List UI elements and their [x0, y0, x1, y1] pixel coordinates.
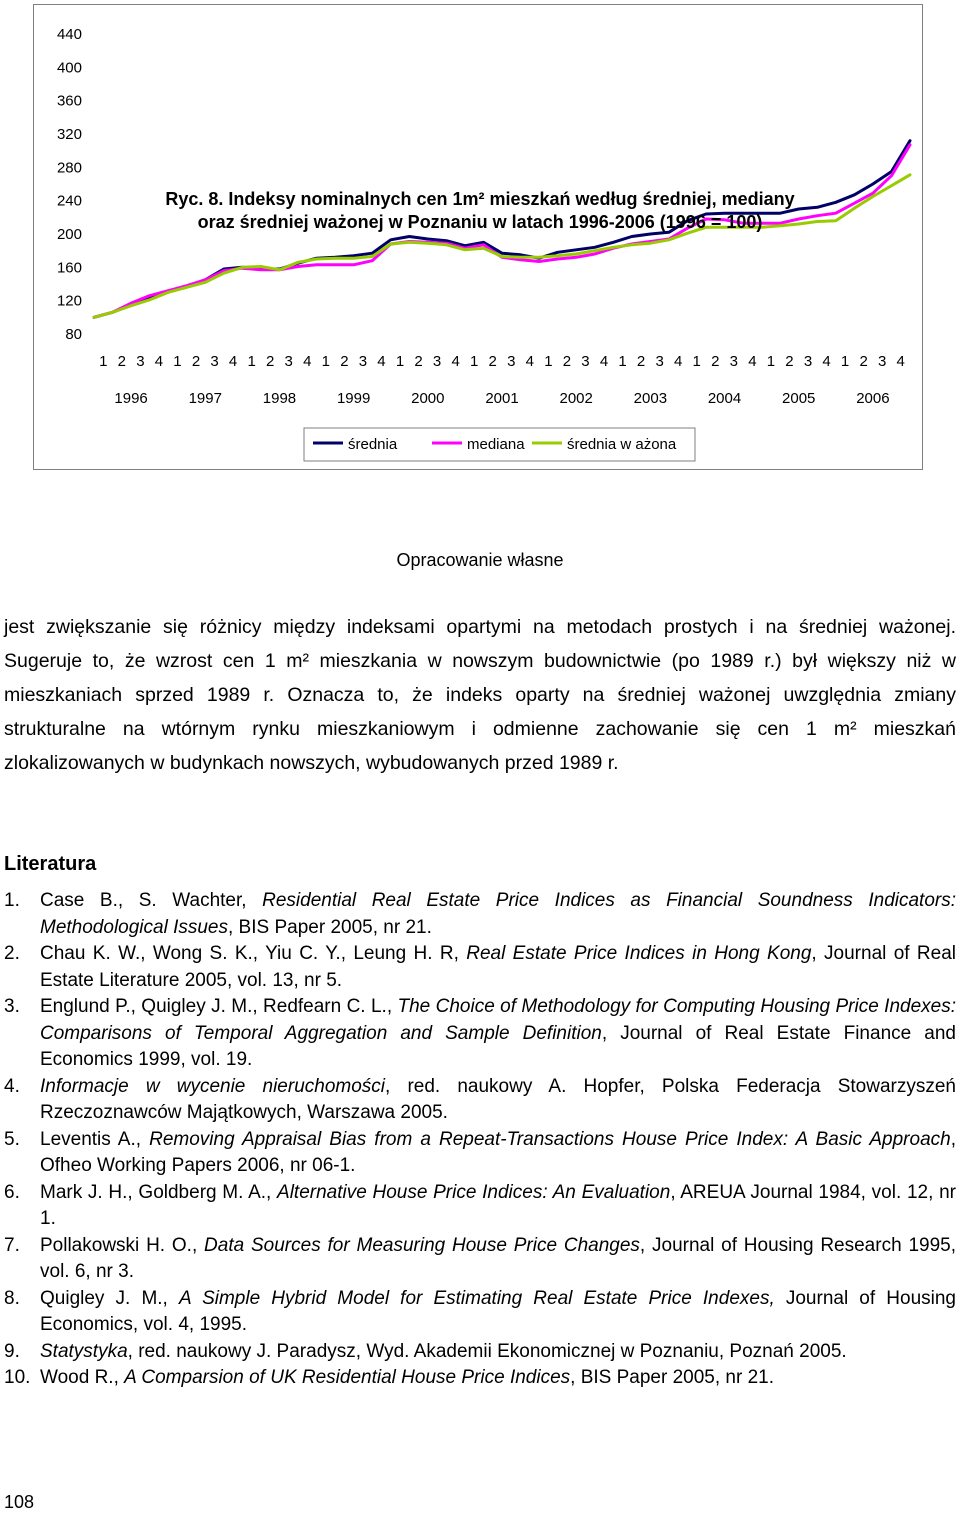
reference-text [40, 1286, 956, 1339]
reference-details: , Ofheo Working Papers 2006, nr 06-1. [40, 1128, 956, 1176]
reference-title: A Comparsion of UK Residential House Price Indices [124, 1367, 571, 1388]
reference-details: , red. naukowy J. Paradysz, Wyd. Akademii Ekonomicznej w Poznaniu, Poznań 2005. [127, 1340, 847, 1362]
y-tick-label: 400 [56, 59, 82, 77]
reference-number: 7. [4, 1234, 20, 1256]
reference-title: Statystyka [40, 1340, 128, 1362]
reference-item [4, 1233, 956, 1286]
x-quarter-label: 1 [173, 353, 182, 370]
reference-text [40, 941, 956, 994]
page-number: 108 [4, 1492, 35, 1512]
x-quarter-label: 2 [488, 353, 497, 370]
reference-text [40, 1127, 956, 1180]
x-quarter-label: 2 [414, 353, 423, 370]
reference-item [4, 1286, 956, 1339]
reference-item [4, 1339, 956, 1366]
x-quarter-label: 4 [377, 353, 386, 370]
x-quarter-label: 4 [525, 353, 534, 370]
x-quarter-label: 1 [247, 353, 256, 370]
reference-title: Data Sources for Measuring House Price Changes [204, 1234, 640, 1256]
reference-authors: Chau K. W., Wong S. K., Yiu C. Y., Leung H. R, [40, 943, 467, 964]
x-year-label: 2004 [707, 390, 742, 407]
x-quarter-label: 3 [878, 353, 887, 370]
x-quarter-label: 2 [117, 353, 126, 370]
reference-authors: Case B., S. Wachter, [40, 890, 263, 911]
y-tick-label: 280 [56, 159, 82, 177]
reference-text [40, 1180, 956, 1233]
reference-title: Alternative House Price Indices: An Evaluation [277, 1181, 671, 1203]
x-quarter-label: 3 [729, 353, 738, 370]
x-quarter-label: 3 [581, 353, 590, 370]
x-year-label: 1998 [262, 390, 297, 407]
x-quarter-label: 3 [655, 353, 664, 370]
x-quarter-label: 4 [674, 353, 683, 370]
x-quarter-label: 2 [340, 353, 349, 370]
x-year-label: 1997 [188, 390, 222, 407]
x-quarter-label: 1 [395, 353, 405, 370]
reference-title: A Simple Hybrid Model for Estimating Real Estate Price Indexes, [178, 1287, 775, 1309]
x-year-label: 2003 [633, 390, 668, 407]
y-tick-label: 200 [56, 226, 82, 243]
reference-details: , BIS Paper 2005, nr 21. [570, 1367, 774, 1388]
x-quarter-label: 4 [228, 353, 238, 370]
x-quarter-label: 1 [766, 353, 776, 370]
x-year-label: 2002 [559, 390, 593, 407]
x-quarter-label: 4 [822, 353, 831, 370]
reference-list [4, 888, 956, 1392]
reference-item [4, 1074, 956, 1127]
reference-number: 4. [4, 1075, 20, 1097]
x-quarter-label: 2 [785, 353, 794, 370]
x-quarter-label: 4 [599, 353, 609, 370]
reference-title: Residential Real Estate Price Indices as Financial Soundness Indicators: Methodological Issues [40, 890, 956, 938]
reference-number: 3. [4, 996, 20, 1017]
x-quarter-label: 2 [859, 353, 868, 370]
x-quarter-label: 4 [896, 353, 905, 370]
x-quarter-label: 3 [136, 353, 145, 370]
figure-caption-line1: Ryc. 8. Indeksy nominalnych cen 1m² mieszkań według średniej, mediany [165, 189, 795, 209]
reference-text [40, 1339, 956, 1366]
line-chart [34, 5, 924, 471]
x-year-label: 1996 [114, 390, 148, 407]
x-quarter-label: 4 [451, 353, 460, 370]
x-quarter-label: 1 [692, 353, 701, 370]
reference-authors: Wood R., [40, 1367, 125, 1388]
reference-details: , Journal of Real Estate Finance and Economics 1999, vol. 19. [40, 1022, 956, 1070]
reference-authors: Leventis A., [40, 1128, 150, 1150]
reference-number: 10. [4, 1367, 31, 1388]
x-quarter-label: 3 [507, 353, 516, 370]
figure-source: Opracowanie własne [396, 550, 564, 570]
y-tick-label: 360 [56, 92, 82, 110]
reference-authors: Mark J. H., Goldberg M. A., [40, 1181, 278, 1203]
x-year-label: 2000 [411, 390, 445, 407]
reference-item [4, 1127, 956, 1180]
y-tick-label: 120 [56, 292, 82, 310]
reference-number: 1. [4, 890, 20, 911]
reference-text [40, 888, 956, 941]
reference-text [40, 994, 956, 1074]
x-year-label: 2001 [485, 390, 519, 407]
literature-heading: Literatura [4, 853, 97, 875]
reference-title: Informacje w wycenie nieruchomości [40, 1075, 386, 1097]
x-quarter-label: 4 [748, 353, 757, 370]
reference-item [4, 994, 956, 1074]
y-tick-label: 240 [56, 192, 82, 210]
figure-caption-line2: oraz średniej ważonej w Poznaniu w latach 1996-2006 (1996 = 100) [197, 212, 763, 232]
reference-text [40, 1074, 956, 1127]
reference-text [40, 1233, 956, 1286]
x-quarter-label: 2 [266, 353, 275, 370]
reference-details: , AREUA Journal 1984, vol. 12, nr 1. [40, 1181, 956, 1229]
reference-text [40, 1365, 956, 1392]
x-quarter-label: 3 [210, 353, 219, 370]
reference-item [4, 1180, 956, 1233]
reference-details: , red. naukowy A. Hopfer, Polska Federacja Stowarzyszeń Rzeczoznawców Majątkowych, Warszawa 2005. [40, 1075, 957, 1123]
legend-label: średnia w ażona [567, 436, 677, 453]
x-quarter-label: 2 [711, 353, 720, 370]
x-quarter-label: 2 [562, 353, 572, 370]
reference-item [4, 888, 956, 941]
x-quarter-label: 3 [432, 353, 442, 370]
x-quarter-label: 1 [321, 353, 330, 370]
y-tick-label: 160 [56, 259, 82, 277]
reference-number: 2. [4, 943, 20, 964]
x-quarter-label: 4 [154, 353, 164, 370]
x-quarter-label: 3 [358, 353, 368, 370]
legend-label: mediana [467, 436, 525, 453]
reference-title: Real Estate Price Indices in Hong Kong [466, 943, 812, 964]
reference-details: Journal of Housing Economics, vol. 4, 1995. [40, 1287, 956, 1335]
legend-label: średnia [348, 436, 398, 453]
x-quarter-label: 1 [618, 353, 627, 370]
x-quarter-label: 1 [544, 353, 553, 370]
reference-number: 8. [4, 1287, 20, 1309]
x-year-label: 2006 [856, 390, 890, 407]
chart-frame [33, 4, 923, 470]
y-tick-label: 80 [65, 326, 82, 343]
y-tick-label: 440 [56, 26, 82, 43]
x-quarter-label: 2 [636, 353, 646, 370]
reference-authors: Englund P., Quigley J. M., Redfearn C. L., [40, 996, 398, 1017]
reference-number: 6. [4, 1181, 20, 1203]
x-year-label: 2005 [782, 390, 816, 407]
x-quarter-label: 3 [284, 353, 293, 370]
reference-title: The Choice of Methodology for Computing Housing Price Indexes: Comparisons of Temporal Aggregation and Sample Definition [40, 996, 956, 1044]
reference-title: Removing Appraisal Bias from a Repeat-Transactions House Price Index: A Basic Approach [149, 1128, 951, 1150]
x-year-label: 1999 [336, 390, 371, 407]
x-quarter-label: 2 [191, 353, 201, 370]
reference-item [4, 1365, 956, 1392]
reference-authors: Pollakowski H. O., [40, 1234, 205, 1256]
reference-number: 9. [4, 1340, 20, 1362]
body-paragraph: jest zwiększanie się różnicy między indeksami opartymi na metodach prostych i na średniej ważonej. Sugeruje to, że wzrost cen 1 m² mieszkania w nowszym budownictwie (po 1989 r.) był większy niż w mieszkaniach sprzed 1989 r. Oznacza to, że indeks oparty na średniej ważonej uwzględnia zmiany strukturalne na wtórnym rynku mieszkaniowym i odmienne zachowanie się cen 1 m² mieszkań zlokalizowanych w budynkach nowszych, wybudowanych przed 1989 r. [4, 616, 956, 774]
x-quarter-label: 1 [99, 353, 108, 370]
x-quarter-label: 4 [303, 353, 312, 370]
reference-number: 5. [4, 1128, 20, 1150]
reference-authors: Quigley J. M., [40, 1287, 179, 1309]
reference-details: , Journal of Housing Research 1995, vol. 6, nr 3. [40, 1234, 957, 1282]
reference-item [4, 941, 956, 994]
y-tick-label: 320 [56, 126, 82, 143]
x-quarter-label: 1 [470, 353, 479, 370]
reference-details: , Journal of Real Estate Literature 2005, vol. 13, nr 5. [40, 943, 956, 991]
reference-details: , BIS Paper 2005, nr 21. [228, 916, 432, 938]
x-quarter-label: 3 [803, 353, 813, 370]
x-quarter-label: 1 [840, 353, 850, 370]
